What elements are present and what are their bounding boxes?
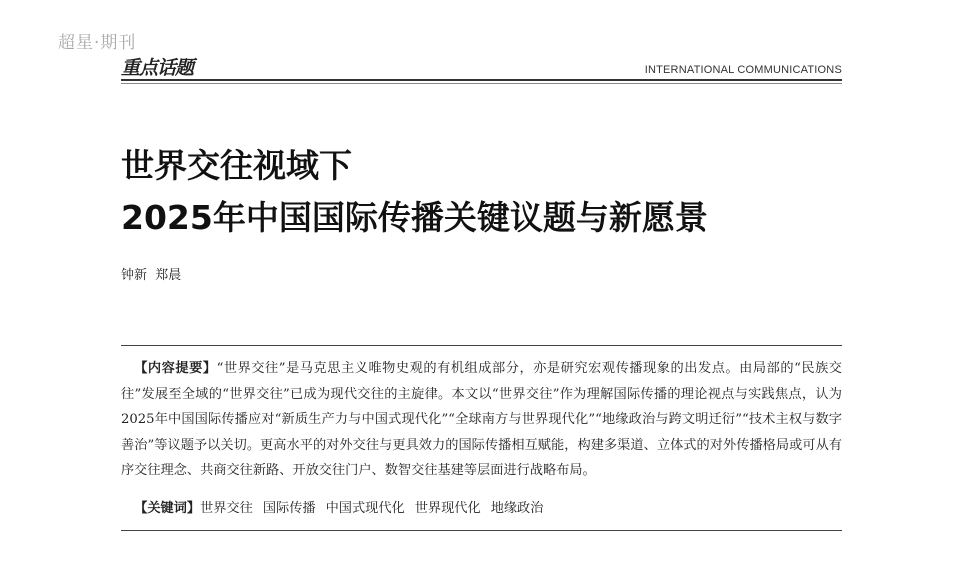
abstract-text: “世界交往”是马克思主义唯物史观的有机组成部分，亦是研究宏观传播现象的出发点。由局部的“民族交往”发展至全域的“世界交往”已成为现代交往的主旋律。本文以“世界交往”作为理解国际传播的理论视点与实践焦点，认为2025年中国国际传播应对“新质生产力与中国式现代化”“全球南方与世界现代化”“地缘政治与跨文明迁衍”“技术主权与数字善治”等议题予以关切。更高水平的对外交往与更具效力的国际传播相互赋能，构建多渠道、立体式的对外传播格局或可从有序交往理念、共商交往新路、开放交往门户、数智交往基建等层面进行战略布局。 — [121, 361, 842, 478]
title-line-2: 2025年中国国际传播关键议题与新愿景 — [121, 198, 708, 237]
journal-name: INTERNATIONAL COMMUNICATIONS — [644, 64, 842, 76]
keyword: 地缘政治 — [490, 501, 544, 516]
keyword: 国际传播 — [262, 501, 316, 516]
keyword: 中国式现代化 — [325, 501, 405, 516]
abstract — [121, 356, 842, 484]
keyword: 世界交往 — [200, 501, 253, 516]
section-label: 重点话题 — [121, 57, 194, 79]
watermark-logo: 超星·期刊 — [58, 33, 137, 53]
author-list: 钟新 郑晨 — [121, 268, 182, 283]
keywords-label: 【关键词】 — [134, 501, 201, 516]
title-line-1: 世界交往视域下 — [121, 146, 352, 185]
keyword: 世界现代化 — [414, 501, 481, 516]
header-divider-thin — [121, 83, 842, 84]
abstract-label: 【内容提要】 — [134, 361, 217, 376]
header-divider — [121, 79, 842, 81]
keywords — [121, 496, 842, 521]
abstract-top-rule — [121, 345, 842, 346]
abstract-bottom-rule — [121, 530, 842, 531]
article-title — [121, 140, 841, 244]
